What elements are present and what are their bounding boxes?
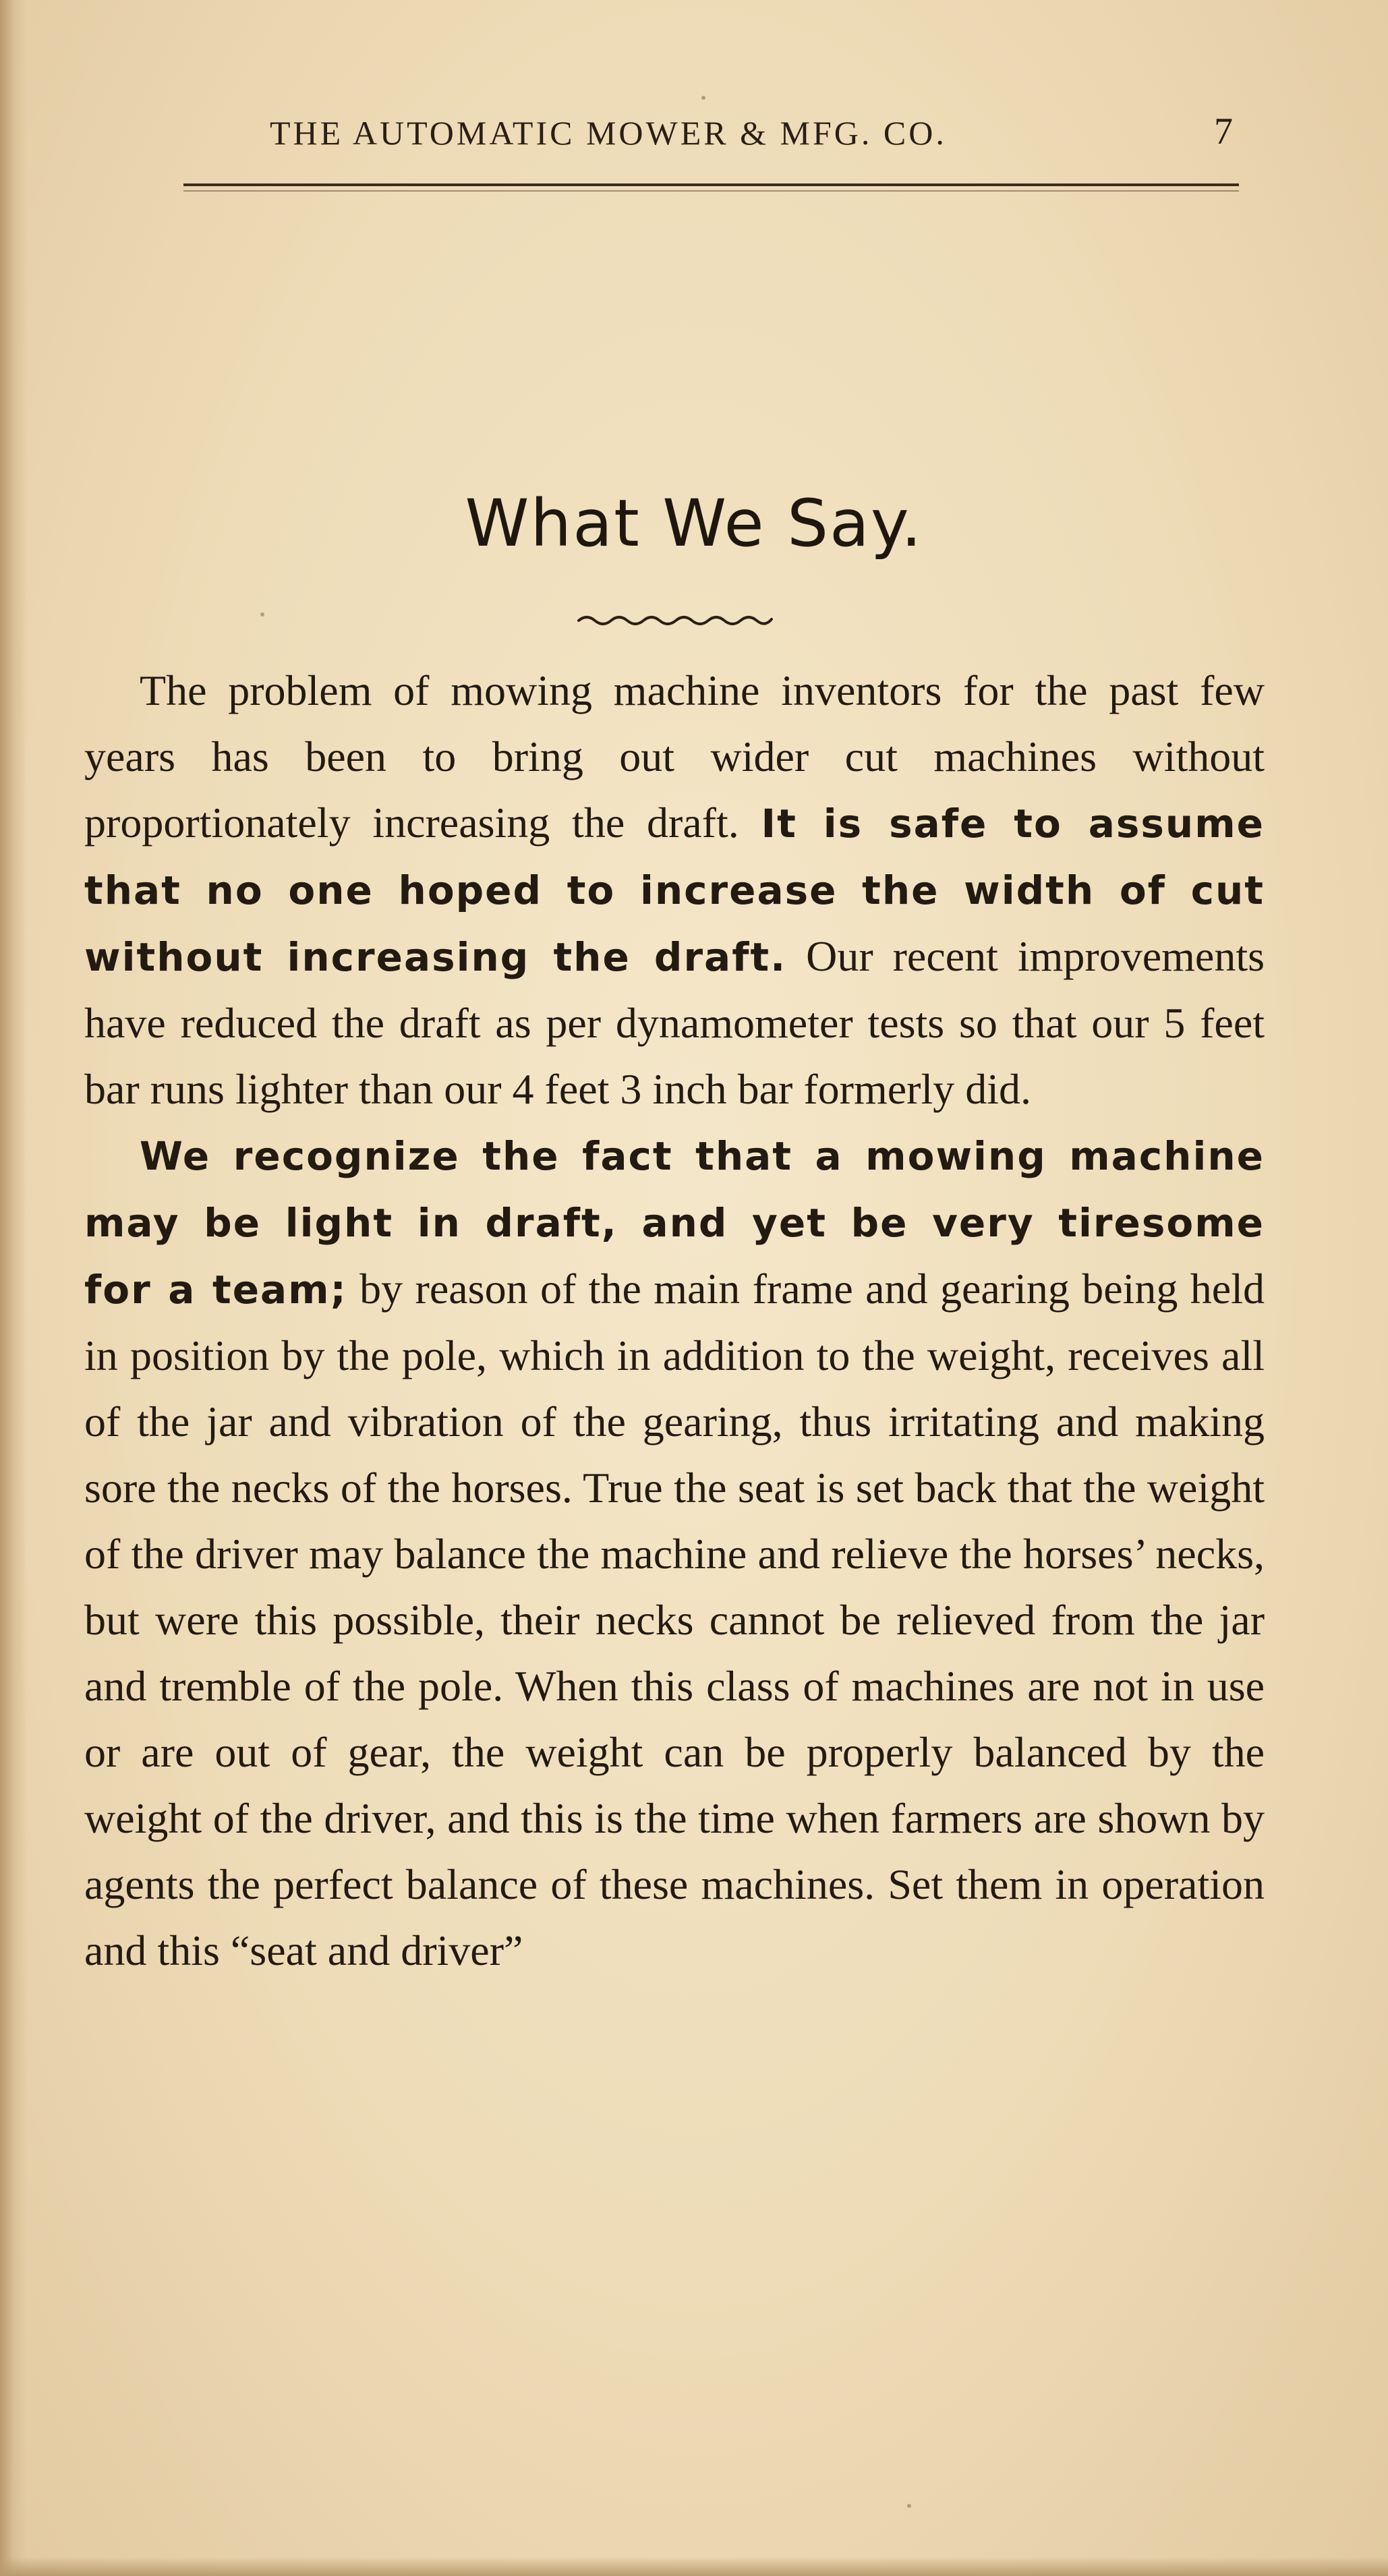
paragraph-1 bbox=[84, 658, 1265, 1122]
paragraph-1-bold: It is safe to assume that no one hoped to increase the width of cut without increasing the draft. bbox=[84, 801, 1265, 980]
paper-speck bbox=[907, 2504, 911, 2508]
page-binding-edge bbox=[0, 0, 27, 2576]
header-rule-thin bbox=[183, 190, 1239, 192]
page-number: 7 bbox=[1214, 111, 1233, 152]
running-header-title: THE AUTOMATIC MOWER & MFG. CO. bbox=[270, 114, 947, 152]
decorative-flourish-icon bbox=[577, 610, 773, 629]
page-bottom-edge bbox=[0, 2557, 1388, 2576]
paragraph-2-bold: We recognize the fact that a mowing machine may be light in draft, and yet be very tiresome for a team; bbox=[84, 1133, 1265, 1313]
paragraph-2 bbox=[84, 1122, 1265, 1984]
paragraph-2-rest: by reason of the main frame and gearing being held in position by the pole, which in addition to the weight, receives all of the jar and vibration of the gearing, thus irritating and making sore the necks of the horses. True the seat is set back that the weight of the driver may balance the machine and relieve the horses’ necks, but were this possible, their necks cannot be relieved from the jar and tremble of the pole. When this class of machines are not in use or are out of gear, the weight can be properly balanced by the weight of the driver, and this is the time when farmers are shown by agents the perfect balance of these machines. Set them in operation and this “seat and driver” bbox=[84, 1265, 1265, 1974]
body-text bbox=[84, 658, 1265, 1984]
header-rule bbox=[183, 183, 1239, 186]
section-title: What We Say. bbox=[465, 486, 923, 561]
paper-speck bbox=[260, 612, 264, 617]
paragraph-1-rest: Our recent improvements have reduced the draft as per dynamometer tests so that our 5 feet bar runs lighter than our 4 feet 3 inch bar formerly did. bbox=[84, 932, 1265, 1113]
paragraph-1-text: The problem of mowing machine inventors for the past few years has been to bring out wider cut machines without proportionately increasing the draft. bbox=[84, 666, 1265, 847]
paper-speck bbox=[701, 96, 705, 100]
